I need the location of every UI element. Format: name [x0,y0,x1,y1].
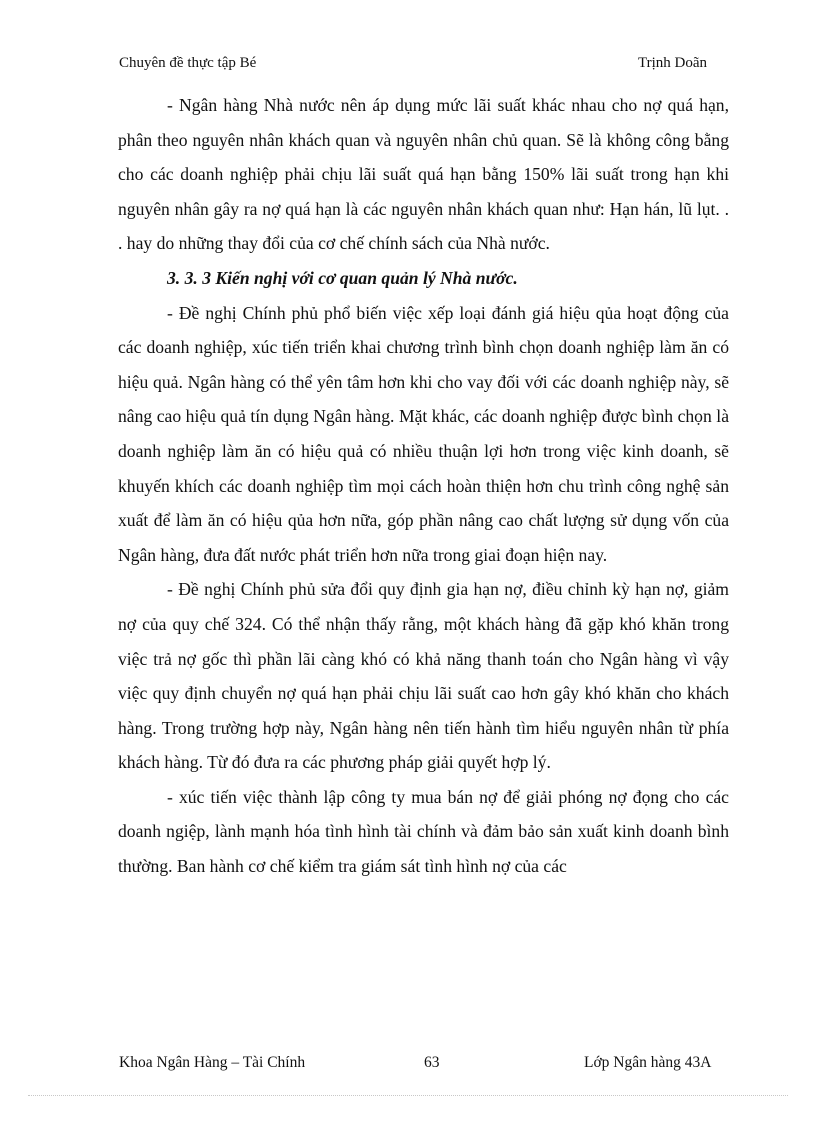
section-heading: 3. 3. 3 Kiến nghị với cơ quan quản lý Nhà nước. [167,267,518,288]
paragraph-debt-regulation: - Đề nghị Chính phủ sửa đổi quy định gia hạn nợ, điều chỉnh kỳ hạn nợ, giảm nợ của quy chế 324. Có thể nhận thấy rằng, một khách hàng đã gặp khó khăn trong việc trả nợ gốc thì phần lãi càng khó có khả năng thanh toán cho Ngân hàng vì vậy việc quy định chuyển nợ quá hạn phải chịu lãi suất cao hơn gây khó khăn cho khách hàng. Trong trường hợp này, Ngân hàng nên tiến hành tìm hiểu nguyên nhân từ phía khách hàng. Từ đó đưa ra các phương pháp giải quyết hợp lý. [118,579,729,773]
paragraph-interest-rate: - Ngân hàng Nhà nước nên áp dụng mức lãi suất khác nhau cho nợ quá hạn, phân theo nguyên nhân khách quan và nguyên nhân chủ quan. Sẽ là không công bằng cho các doanh nghiệp phải chịu lãi suất quá hạn bằng 150% lãi suất trong hạn khi nguyên nhân gây ra nợ quá hạn là các nguyên nhân khách quan như: Hạn hán, lũ lụt. . . hay do những thay đổi của cơ chế chính sách của Nhà nước. [118,95,729,254]
page-number: 63 [424,1054,440,1071]
footer-class: Lớp Ngân hàng 43A [584,1054,712,1071]
header-course-title: Chuyên đề thực tập Bé [119,55,257,71]
footer-faculty: Khoa Ngân Hàng – Tài Chính [119,1054,306,1071]
paragraph-enterprise-rating: - Đề nghị Chính phủ phổ biến việc xếp loại đánh giá hiệu qủa hoạt động của các doanh nghiệp, xúc tiến triển khai chương trình bình chọn doanh nghiệp làm ăn có hiệu quả. Ngân hàng có thể yên tâm hơn khi cho vay đối với các doanh nghiệp này, sẽ nâng cao hiệu quả tín dụng Ngân hàng. Mặt khác, các doanh nghiệp được bình chọn là doanh nghiệp làm ăn có hiệu quả có nhiều thuận lợi hơn trong việc kinh doanh, sẽ khuyến khích các doanh nghiệp tìm mọi cách hoàn thiện hơn chu trình công nghệ sản xuất để làm ăn có hiệu qủa hơn nữa, góp phần nâng cao chất lượng sử dụng vốn của Ngân hàng, đưa đất nước phát triển hơn nữa trong giai đoạn hiện nay. [118,302,729,565]
header-author-name: Trịnh Doãn [638,55,708,71]
paragraph-debt-trading-company: - xúc tiến việc thành lập công ty mua bán nợ để giải phóng nợ đọng cho các doanh ngiệp, lành mạnh hóa tình hình tài chính và đảm bảo sản xuất kinh doanh bình thường. Ban hành cơ chế kiểm tra giám sát tình hình nợ của các [118,786,729,877]
document-body [118,88,729,884]
page-bottom-divider [28,1095,788,1096]
